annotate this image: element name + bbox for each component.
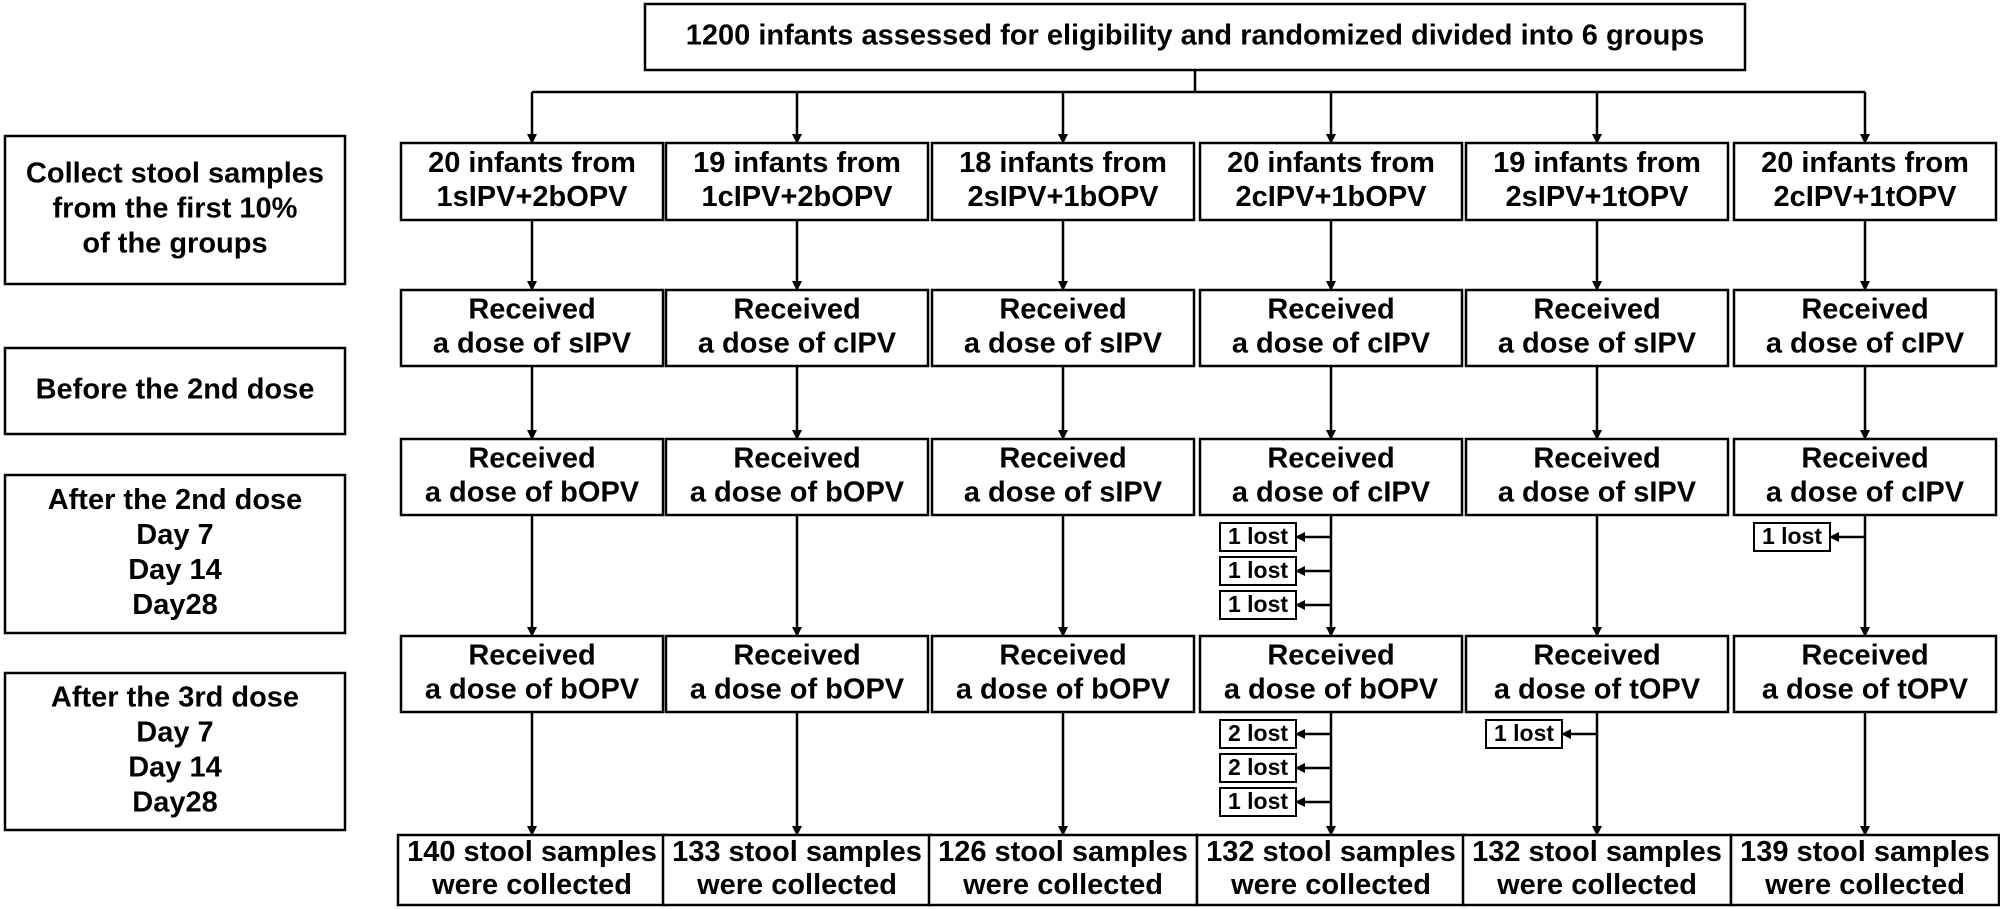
group-1-result-line-2: were collected <box>432 869 632 902</box>
group-6-regimen: 2cIPV+1tOPV <box>1773 181 1957 214</box>
stage-label-1-line-3: of the groups <box>82 227 268 260</box>
group-4-lost_after_3rd-2 <box>1220 754 1296 782</box>
group-4-lost_after_2nd-label-3: 1 lost <box>1227 591 1289 618</box>
group-5-lost_after_3rd-label-1: 1 lost <box>1493 720 1555 747</box>
group-5-regimen: 2sIPV+1tOPV <box>1505 181 1689 214</box>
group-4-dose-3-line-2: a dose of bOPV <box>1223 673 1439 706</box>
group-2-dose-1-line-1: Received <box>733 293 861 326</box>
group-5-dose-3-line-1: Received <box>1533 639 1661 672</box>
group-2-header-box <box>666 143 928 220</box>
stage-label-1-line-2: from the first 10% <box>52 192 298 225</box>
group-4-dose-1-line-2: a dose of cIPV <box>1231 327 1431 360</box>
group-4-lost_after_3rd-label-1: 2 lost <box>1227 720 1289 747</box>
group-3-result-line-1: 126 stool samples <box>938 836 1188 869</box>
group-6-lost_after_2nd-1 <box>1754 523 1830 551</box>
group-6-dose-1-line-1: Received <box>1801 293 1929 326</box>
group-4-dose-2 <box>1200 439 1462 515</box>
group-2-regimen: 1cIPV+2bOPV <box>701 181 893 214</box>
stage-label-3-line-4: Day28 <box>132 589 218 622</box>
group-4-dose-2-line-2: a dose of cIPV <box>1231 476 1431 509</box>
group-3-dose-3 <box>932 636 1194 712</box>
group-4-lost_after_2nd-label-2: 1 lost <box>1227 557 1289 584</box>
box-layer <box>5 4 1999 905</box>
group-1-dose-3-line-2: a dose of bOPV <box>424 673 640 706</box>
stage-label-2-line-1: Before the 2nd dose <box>35 373 315 406</box>
group-4-lost_after_3rd-1 <box>1220 720 1296 748</box>
group-4-dose-3 <box>1200 636 1462 712</box>
group-6-lost_after_2nd-label-1: 1 lost <box>1761 523 1823 550</box>
group-2-result <box>663 835 931 905</box>
stage-label-3-line-3: Day 14 <box>128 554 222 587</box>
group-6-dose-1-line-2: a dose of cIPV <box>1765 327 1965 360</box>
group-2-dose-2-line-1: Received <box>733 442 861 475</box>
stage-label-4-line-1: After the 3rd dose <box>50 681 300 714</box>
group-3-header-line-1: 18 infants from <box>959 147 1167 180</box>
group-6-dose-1 <box>1734 290 1996 366</box>
group-3-result <box>929 835 1197 905</box>
stage-label-4-line-4: Day28 <box>132 786 218 819</box>
stage-label-3-line-2: Day 7 <box>136 519 214 552</box>
group-6-dose-3-line-1: Received <box>1801 639 1929 672</box>
group-5-dose-1-line-2: a dose of sIPV <box>1497 327 1697 360</box>
group-1-dose-1 <box>401 290 663 366</box>
group-2-dose-1 <box>666 290 928 366</box>
group-5-dose-3 <box>1466 636 1728 712</box>
group-6-dose-3-line-2: a dose of tOPV <box>1761 673 1969 706</box>
group-2-result-line-1: 133 stool samples <box>672 836 922 869</box>
group-3-dose-2-line-1: Received <box>999 442 1127 475</box>
group-4-lost_after_3rd-label-3: 1 lost <box>1227 788 1289 815</box>
group-1-dose-1-line-2: a dose of sIPV <box>432 327 632 360</box>
group-4-lost_after_2nd-2 <box>1220 557 1296 585</box>
group-3-dose-3-line-2: a dose of bOPV <box>955 673 1171 706</box>
stage-label-1-line-1: Collect stool samples <box>25 157 325 190</box>
group-2-dose-3-line-2: a dose of bOPV <box>689 673 905 706</box>
group-3-header-box <box>932 143 1194 220</box>
group-5-header-line-1: 19 infants from <box>1493 147 1701 180</box>
group-4-header-line-1: 20 infants from <box>1227 147 1435 180</box>
group-5-lost_after_3rd-1 <box>1486 720 1562 748</box>
group-4-lost_after_2nd-label-1: 1 lost <box>1227 523 1289 550</box>
stage-label-4-line-2: Day 7 <box>136 716 214 749</box>
group-1-header-line-1: 20 infants from <box>428 147 636 180</box>
group-6-dose-2-line-2: a dose of cIPV <box>1765 476 1965 509</box>
group-5-result-line-1: 132 stool samples <box>1472 836 1722 869</box>
group-5-result-line-2: were collected <box>1497 869 1697 902</box>
group-1-dose-3 <box>401 636 663 712</box>
group-6-header-line-1: 20 infants from <box>1761 147 1969 180</box>
group-4-lost_after_2nd-3 <box>1220 591 1296 619</box>
group-1-dose-1-line-1: Received <box>468 293 596 326</box>
group-2-dose-1-line-2: a dose of cIPV <box>697 327 897 360</box>
group-1-dose-2-line-2: a dose of bOPV <box>424 476 640 509</box>
group-4-lost_after_3rd-3 <box>1220 788 1296 816</box>
group-6-result-line-2: were collected <box>1765 869 1965 902</box>
group-3-regimen: 2sIPV+1bOPV <box>967 181 1159 214</box>
group-3-dose-2 <box>932 439 1194 515</box>
group-6-header-box <box>1734 143 1996 220</box>
stage-label-3 <box>5 475 345 633</box>
group-4-result-line-2: were collected <box>1231 869 1431 902</box>
group-6-result-line-1: 139 stool samples <box>1740 836 1990 869</box>
group-2-dose-2-line-2: a dose of bOPV <box>689 476 905 509</box>
group-6-dose-2-line-1: Received <box>1801 442 1929 475</box>
group-3-dose-1-line-1: Received <box>999 293 1127 326</box>
group-5-dose-2-line-1: Received <box>1533 442 1661 475</box>
group-6-dose-2 <box>1734 439 1996 515</box>
group-2-result-line-2: were collected <box>697 869 897 902</box>
group-6-result <box>1731 835 1999 905</box>
group-3-result-line-2: were collected <box>963 869 1163 902</box>
group-4-dose-1-line-1: Received <box>1267 293 1395 326</box>
group-2-dose-2 <box>666 439 928 515</box>
group-4-dose-2-line-1: Received <box>1267 442 1395 475</box>
group-1-result <box>398 835 666 905</box>
group-6-dose-3 <box>1734 636 1996 712</box>
top-enrollment-box <box>645 4 1745 70</box>
group-4-result <box>1197 835 1465 905</box>
group-1-result-line-1: 140 stool samples <box>407 836 657 869</box>
group-1-dose-2-line-1: Received <box>468 442 596 475</box>
stage-label-2 <box>5 348 345 434</box>
group-4-lost_after_2nd-1 <box>1220 523 1296 551</box>
group-3-dose-2-line-2: a dose of sIPV <box>963 476 1163 509</box>
stage-label-1 <box>5 136 345 284</box>
group-5-dose-2-line-2: a dose of sIPV <box>1497 476 1697 509</box>
group-4-result-line-1: 132 stool samples <box>1206 836 1456 869</box>
group-2-header-line-1: 19 infants from <box>693 147 901 180</box>
group-5-dose-1 <box>1466 290 1728 366</box>
group-5-header-box <box>1466 143 1728 220</box>
top-enrollment-text: 1200 infants assessed for eligibility and randomized divided into 6 groups <box>685 19 1705 52</box>
group-1-header-box <box>401 143 663 220</box>
group-2-dose-3-line-1: Received <box>733 639 861 672</box>
group-1-regimen: 1sIPV+2bOPV <box>436 181 628 214</box>
stage-label-4-line-3: Day 14 <box>128 751 222 784</box>
group-4-regimen: 2cIPV+1bOPV <box>1235 181 1427 214</box>
group-4-dose-1 <box>1200 290 1462 366</box>
group-1-dose-2 <box>401 439 663 515</box>
group-5-dose-1-line-1: Received <box>1533 293 1661 326</box>
group-2-dose-3 <box>666 636 928 712</box>
group-4-lost_after_3rd-label-2: 2 lost <box>1227 754 1289 781</box>
group-4-dose-3-line-1: Received <box>1267 639 1395 672</box>
group-4-header-box <box>1200 143 1462 220</box>
group-5-dose-3-line-2: a dose of tOPV <box>1493 673 1701 706</box>
group-3-dose-1 <box>932 290 1194 366</box>
stage-label-3-line-1: After the 2nd dose <box>47 484 303 517</box>
group-3-dose-1-line-2: a dose of sIPV <box>963 327 1163 360</box>
group-5-dose-2 <box>1466 439 1728 515</box>
group-5-result <box>1463 835 1731 905</box>
group-3-dose-3-line-1: Received <box>999 639 1127 672</box>
stage-label-4 <box>5 673 345 830</box>
group-1-dose-3-line-1: Received <box>468 639 596 672</box>
